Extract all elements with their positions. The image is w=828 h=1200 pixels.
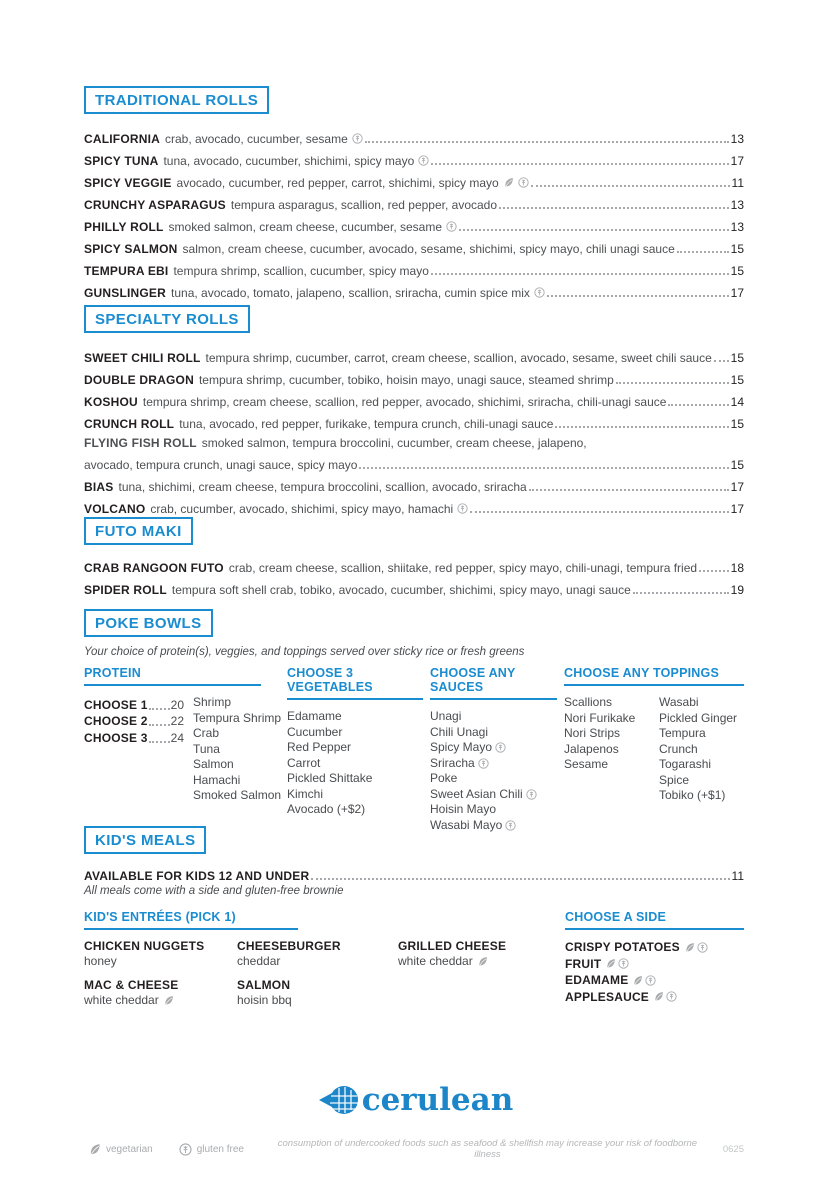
item-description-continued: avocado, tempura crunch, unagi sauce, spicy mayo (84, 458, 358, 472)
item-description: crab, cucumber, avocado, shichimi, spicy mayo, hamachi (150, 502, 454, 516)
gluten-free-icon (518, 177, 529, 188)
dotted-leader (359, 467, 728, 469)
menu-item-koshou (84, 387, 744, 409)
gluten-free-icon (534, 287, 545, 298)
dotted-leader (431, 163, 728, 165)
item-name: GUNSLINGER (84, 286, 167, 300)
dotted-leader (149, 741, 170, 743)
entree-name: GRILLED CHEESE (398, 939, 507, 953)
item-name: PHILLY ROLL (84, 220, 164, 234)
item-name: DOUBLE DRAGON (84, 373, 194, 387)
gluten-free-icon (457, 503, 468, 514)
side-option: APPLESAUCE (565, 989, 744, 1006)
gluten-free-icon (697, 942, 708, 953)
dotted-leader (365, 141, 729, 143)
sauce-option: Chili Unagi (430, 724, 489, 739)
protein-option: Smoked Salmon (193, 788, 282, 802)
dotted-leader (668, 404, 728, 406)
footer-version-code: 0625 (722, 1143, 744, 1155)
item-description: avocado, cucumber, red pepper, carrot, shichimi, spicy mayo (176, 176, 499, 190)
footer-disclaimer: consumption of undercooked foods such as seafood & shellfish may increase your risk of foodborne illness (277, 1138, 698, 1160)
item-description: tempura shrimp, cream cheese, scallion, red pepper, avocado, shichimi, sriracha, chili-unagi sauce (142, 395, 667, 409)
choose-label: CHOOSE 3 (84, 730, 148, 745)
menu-item-flying-fish-roll-line1 (84, 431, 744, 450)
protein-option: Tuna (193, 741, 220, 756)
poke-bowls-subtitle: Your choice of protein(s), veggies, and toppings served over sticky rice or fresh greens (84, 646, 525, 658)
item-name: SPICY VEGGIE (84, 176, 172, 190)
gluten-free-icon (666, 991, 677, 1002)
vegetarian-icon (632, 975, 643, 986)
item-name: SPICY TUNA (84, 154, 159, 168)
protein-option: Salmon (193, 757, 234, 771)
menu-item-double-dragon (84, 365, 744, 387)
protein-option: Crab (193, 726, 220, 740)
vegetable-option: Kimchi (287, 786, 324, 801)
protein-options-list (193, 695, 281, 804)
vegetable-option: Avocado (+$2) (287, 802, 366, 816)
item-description: tuna, avocado, tomato, jalapeno, scallion, sriracha, cumin spice mix (171, 286, 530, 300)
sauce-option: Poke (430, 771, 458, 785)
item-name: BIAS (84, 480, 114, 494)
topping-option: Togarashi Spice (659, 757, 712, 787)
vegetarian-icon (605, 958, 616, 969)
vegetarian-icon (684, 942, 695, 953)
menu-item-spider-roll (84, 575, 744, 597)
topping-option: Nori Furikake (564, 710, 636, 725)
vegetable-option: Pickled Shittake (287, 771, 373, 785)
dotted-leader (699, 570, 729, 572)
dotted-leader (547, 295, 729, 297)
gluten-free-icon (352, 133, 363, 144)
protein-header: PROTEIN (84, 666, 261, 686)
sauces-header: CHOOSE ANY SAUCES (430, 666, 557, 700)
item-price: 13 (730, 220, 744, 234)
dotted-leader (531, 185, 730, 187)
dotted-leader (499, 207, 729, 209)
item-price: 15 (730, 264, 744, 278)
menu-item-spicy-salmon (84, 234, 744, 256)
item-name: CRAB RANGOON FUTO (84, 561, 224, 575)
vegetarian-icon (163, 995, 174, 1006)
section-title-kids-meals: KID'S MEALS (84, 826, 206, 854)
dotted-leader (677, 251, 729, 253)
topping-option: Sesame (564, 757, 609, 771)
entree-description: cheddar (237, 954, 281, 968)
kids-entrees-column-1 (84, 939, 237, 1017)
legend-vegetarian-label: vegetarian (106, 1143, 153, 1155)
footer (84, 1138, 744, 1160)
topping-option: Wasabi (659, 695, 699, 709)
item-description: tuna, avocado, cucumber, shichimi, spicy mayo (163, 154, 415, 168)
item-name: CALIFORNIA (84, 132, 160, 146)
protein-option: Hamachi (193, 772, 241, 787)
choose-a-side-header: CHOOSE A SIDE (565, 910, 744, 930)
gluten-free-icon (418, 155, 429, 166)
item-description: smoked salmon, tempura broccolini, cucumber, cream cheese, jalapeno, (201, 436, 587, 450)
sauce-option: Spicy Mayo (430, 740, 564, 756)
topping-option: Scallions (564, 695, 613, 709)
entree-name: CHICKEN NUGGETS (84, 939, 205, 953)
choose-price: 22 (170, 714, 184, 728)
gluten-free-icon (446, 221, 457, 232)
entree-name: MAC & CHEESE (84, 978, 179, 992)
gluten-free-icon (478, 758, 489, 769)
kids-entrees-header: KID'S ENTRÉES (PICK 1) (84, 910, 298, 930)
kids-sides-column (565, 939, 744, 1017)
kids-entrees-column-2 (237, 939, 398, 1017)
menu-item-crunchy-asparagus (84, 190, 744, 212)
logo-wordmark: cerulean (361, 1082, 514, 1118)
kids-available-price: 11 (731, 869, 744, 883)
vegetarian-icon (88, 1143, 101, 1156)
item-price: 13 (730, 132, 744, 146)
item-price: 14 (730, 395, 744, 409)
item-description: tempura soft shell crab, tobiko, avocado, cucumber, shichimi, spicy mayo, unagi sauce (171, 583, 631, 597)
vegetarian-icon (653, 991, 664, 1002)
menu-item-tempura-ebi (84, 256, 744, 278)
sauce-option: Hoisin Mayo (430, 802, 497, 816)
dotted-leader (311, 878, 729, 880)
gluten-free-icon (645, 975, 656, 986)
vegetarian-icon (477, 956, 488, 967)
entree-name: SALMON (237, 978, 291, 992)
item-description: crab, avocado, cucumber, sesame (165, 132, 348, 146)
kids-meals-note: All meals come with a side and gluten-free brownie (84, 885, 344, 897)
protein-option: Tempura Shrimp (193, 710, 282, 725)
section-futo-maki (84, 517, 744, 597)
gluten-free-icon (179, 1143, 192, 1156)
item-description: tempura shrimp, cucumber, carrot, cream cheese, scallion, avocado, sesame, sweet chili sauce (205, 351, 712, 365)
choose-3-row (84, 728, 184, 745)
item-description: smoked salmon, cream cheese, cucumber, sesame (168, 220, 442, 234)
menu-item-spicy-tuna (84, 146, 744, 168)
vegetable-option: Carrot (287, 755, 321, 770)
item-name: SPICY SALMON (84, 242, 178, 256)
section-title-poke-bowls: POKE BOWLS (84, 609, 213, 637)
side-option: EDAMAME (565, 972, 744, 989)
kids-entrees-column-3 (398, 939, 565, 1017)
protein-option: Shrimp (193, 695, 232, 709)
vegetable-option: Edamame (287, 709, 342, 723)
vegetables-header: CHOOSE 3 VEGETABLES (287, 666, 423, 700)
item-price: 15 (730, 242, 744, 256)
item-price: 15 (730, 458, 744, 472)
item-price: 17 (730, 286, 744, 300)
legend-vegetarian (84, 1143, 153, 1156)
item-name: CRUNCH ROLL (84, 417, 175, 431)
section-title-traditional-rolls: TRADITIONAL ROLLS (84, 86, 269, 114)
menu-item-flying-fish-roll-line2 (84, 450, 744, 472)
menu-item-volcano (84, 494, 744, 516)
choose-label: CHOOSE 2 (84, 714, 148, 728)
entree-description: white cheddar (398, 954, 565, 969)
entree-description: hoisin bbq (237, 993, 292, 1007)
dotted-leader (555, 426, 728, 428)
item-name: TEMPURA EBI (84, 264, 169, 278)
item-description: tempura shrimp, scallion, cucumber, spicy mayo (173, 264, 429, 278)
vegetable-option: Red Pepper (287, 740, 352, 754)
dotted-leader (529, 489, 729, 491)
item-description: tuna, avocado, red pepper, furikake, tempura crunch, chili-unagi sauce (179, 417, 554, 431)
choose-1-row (84, 695, 184, 712)
menu-item-gunslinger (84, 278, 744, 300)
dotted-leader (616, 382, 729, 384)
vegetarian-icon (503, 177, 514, 188)
item-price: 15 (730, 373, 744, 387)
choose-label: CHOOSE 1 (84, 697, 148, 712)
sauce-option: Sriracha (430, 756, 564, 772)
item-price: 15 (730, 417, 744, 431)
gluten-free-icon (526, 789, 537, 800)
dotted-leader (149, 708, 170, 710)
poke-column-protein (84, 666, 287, 833)
topping-option: Pickled Ginger (659, 710, 738, 725)
section-title-futo-maki: FUTO MAKI (84, 517, 193, 545)
item-description: tempura asparagus, scallion, red pepper, avocado (230, 198, 498, 212)
legend-gluten-free-label: gluten free (196, 1143, 244, 1155)
cerulean-fish-icon (319, 1083, 359, 1117)
dotted-leader (714, 360, 729, 362)
side-option: FRUIT (565, 956, 744, 973)
item-name: SWEET CHILI ROLL (84, 351, 201, 365)
item-name: KOSHOU (84, 395, 138, 409)
dotted-leader (431, 273, 729, 275)
toppings-header: CHOOSE ANY TOPPINGS (564, 666, 744, 686)
item-description: crab, cream cheese, scallion, shiitake, red pepper, spicy mayo, chili-unagi, tempura fried (228, 561, 698, 575)
item-price: 11 (731, 176, 744, 190)
choose-price: 24 (170, 730, 184, 745)
section-title-specialty-rolls: SPECIALTY ROLLS (84, 305, 250, 333)
topping-option: Tobiko (+$1) (659, 788, 726, 802)
sauce-option: Unagi (430, 709, 462, 723)
section-specialty-rolls (84, 305, 744, 516)
protein-choose-list (84, 695, 184, 804)
item-price: 18 (730, 561, 744, 575)
entree-description: white cheddar (84, 993, 237, 1008)
menu-item-crunch-roll (84, 409, 744, 431)
section-poke-bowls (84, 609, 744, 833)
item-price: 13 (730, 198, 744, 212)
item-name: SPIDER ROLL (84, 583, 167, 597)
item-description: tuna, shichimi, cream cheese, tempura broccolini, scallion, avocado, sriracha (118, 480, 527, 494)
item-price: 17 (730, 480, 744, 494)
gluten-free-icon (618, 958, 629, 969)
poke-column-toppings (564, 666, 744, 833)
choose-price: 20 (170, 697, 184, 712)
kids-available-label: AVAILABLE FOR KIDS 12 AND UNDER (84, 869, 310, 883)
section-kids-meals (84, 826, 744, 1017)
topping-option: Tempura Crunch (659, 726, 706, 756)
item-description: tempura shrimp, cucumber, tobiko, hoisin mayo, unagi sauce, steamed shrimp (198, 373, 614, 387)
choose-2-row (84, 712, 184, 729)
item-price: 17 (730, 154, 744, 168)
section-traditional-rolls (84, 86, 744, 300)
toppings-sublist-2 (659, 695, 744, 804)
dotted-leader (459, 229, 729, 231)
vegetable-option: Cucumber (287, 724, 343, 739)
legend-gluten-free (175, 1143, 244, 1156)
menu-item-crab-rangoon-futo (84, 553, 744, 575)
topping-option: Nori Strips (564, 726, 621, 740)
poke-column-sauces (430, 666, 564, 833)
item-price: 17 (730, 502, 744, 516)
sauce-option: Wasabi Mayo (430, 818, 564, 834)
menu-item-spicy-veggie (84, 168, 744, 190)
item-name: VOLCANO (84, 502, 146, 516)
kids-available-row (84, 861, 744, 883)
dotted-leader (149, 724, 170, 726)
menu-item-bias (84, 472, 744, 494)
sauce-option: Sweet Asian Chili (430, 787, 564, 803)
item-price: 19 (730, 583, 744, 597)
dotted-leader (470, 511, 728, 513)
menu-item-california (84, 124, 744, 146)
dotted-leader (633, 592, 729, 594)
toppings-sublist-1 (564, 695, 659, 804)
entree-name: CHEESEBURGER (237, 939, 341, 953)
item-description: salmon, cream cheese, cucumber, avocado, sesame, shichimi, spicy mayo, chili unagi sauce (182, 242, 675, 256)
menu-item-sweet-chili-roll (84, 343, 744, 365)
item-price: 15 (730, 351, 744, 365)
poke-column-vegetables (287, 666, 430, 833)
item-name: CRUNCHY ASPARAGUS (84, 198, 226, 212)
topping-option: Jalapenos (564, 741, 619, 756)
menu-item-philly-roll (84, 212, 744, 234)
gluten-free-icon (495, 742, 506, 753)
side-option: CRISPY POTATOES (565, 939, 744, 956)
cerulean-logo (0, 1082, 828, 1118)
entree-description: honey (84, 954, 117, 968)
item-name: FLYING FISH ROLL (84, 436, 197, 450)
